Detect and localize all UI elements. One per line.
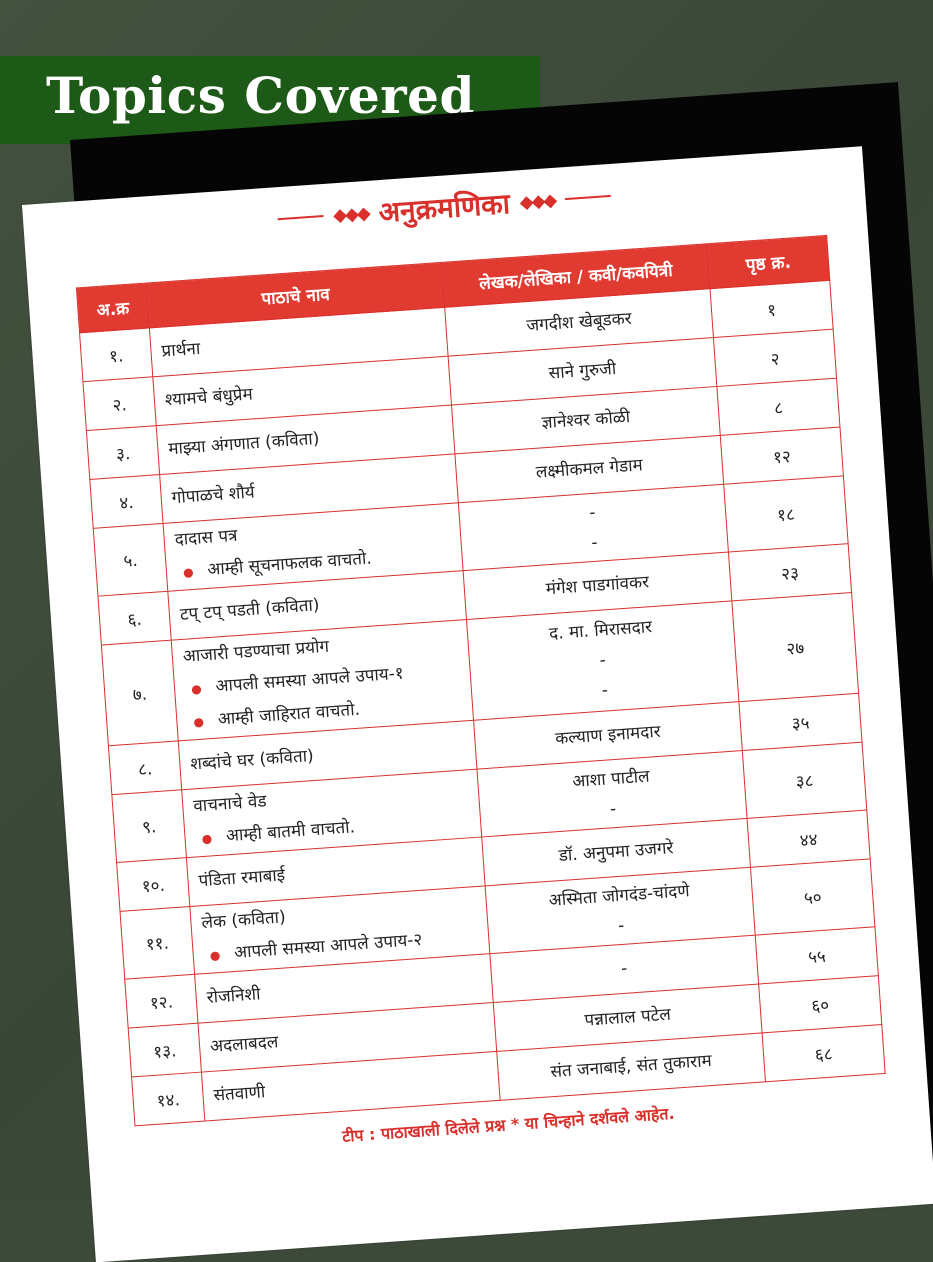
page-number: १२ bbox=[720, 427, 843, 484]
bullet-icon: ● bbox=[193, 714, 205, 730]
lesson-name: गोपाळचे शौर्य bbox=[171, 482, 256, 509]
row-number: ११. bbox=[120, 907, 195, 980]
author-name: डॉ. अनुपमा उजगरे bbox=[558, 838, 675, 867]
bullet-icon: ● bbox=[190, 681, 203, 697]
col-header-name: पाठाचे नाव bbox=[146, 262, 444, 328]
lesson-name: दादास पत्र bbox=[174, 525, 239, 551]
heading-rule-right bbox=[565, 195, 611, 200]
col-header-num: अ.क्र bbox=[76, 283, 149, 333]
author-name: पन्नालाल पटेल bbox=[583, 1004, 672, 1031]
lesson-name: अदलाबदल bbox=[209, 1032, 279, 1057]
row-number: १४. bbox=[132, 1072, 205, 1126]
row-number: ७. bbox=[101, 640, 178, 746]
lesson-name: श्यामचे बंधुप्रेम bbox=[164, 384, 254, 411]
row-number: ८. bbox=[108, 741, 181, 795]
contents-sheet bbox=[22, 146, 933, 1262]
row-number: ३. bbox=[86, 426, 159, 480]
author-name: लक्ष्मीकमल गेडाम bbox=[535, 455, 644, 483]
page-number: २७ bbox=[732, 593, 859, 702]
row-number: ६. bbox=[98, 591, 171, 645]
page-number: २३ bbox=[728, 544, 851, 601]
author-name: आशा पाटील bbox=[571, 766, 651, 792]
lesson-name: टप् टप् पडती (कविता) bbox=[179, 595, 321, 625]
sub-topic-label: आम्ही बातमी वाचतो. bbox=[225, 817, 356, 847]
author-name: - bbox=[609, 798, 617, 819]
lesson-name: संतवाणी bbox=[212, 1082, 266, 1106]
author-name: कल्याण इनामदार bbox=[554, 721, 662, 750]
lesson-name: प्रार्थना bbox=[160, 338, 201, 362]
lesson-name: शब्दांचे घर (कविता) bbox=[189, 746, 315, 775]
row-number: १०. bbox=[117, 858, 190, 912]
author-name: - bbox=[598, 650, 607, 671]
col-header-author: लेखक/लेखिका / कवी/कवयित्री bbox=[442, 244, 710, 307]
contents-table bbox=[76, 235, 886, 1126]
bullet-icon: ● bbox=[182, 564, 194, 580]
row-number: १. bbox=[80, 328, 153, 382]
page-number: २ bbox=[713, 329, 836, 386]
lesson-name: रोजनिशी bbox=[206, 984, 262, 1009]
row-number: १२. bbox=[125, 974, 198, 1028]
lesson-name: आजारी पडण्याचा प्रयोग bbox=[182, 636, 330, 667]
diamond-ornament-left: ◆◆◆ bbox=[332, 202, 370, 226]
author-name: - bbox=[617, 915, 625, 936]
author-name: जगदीश खेबूडकर bbox=[525, 308, 633, 337]
heading-rule-left bbox=[277, 215, 323, 220]
row-number: २. bbox=[83, 377, 156, 431]
lesson-name: पंडिता रमाबाई bbox=[197, 865, 286, 892]
diamond-ornament-right: ◆◆◆ bbox=[519, 189, 556, 213]
author-name: - bbox=[590, 532, 599, 553]
sub-topic-label: आपली समस्या आपले उपाय-२ bbox=[233, 929, 423, 963]
author-name: संत जनाबाई, संत तुकाराम bbox=[549, 1051, 713, 1083]
contents-heading: अनुक्रमणिका bbox=[377, 187, 511, 230]
sub-topic-label: आम्ही जाहिरात वाचतो. bbox=[217, 699, 361, 730]
author-name: मंगेश पाडगांवकर bbox=[545, 572, 650, 600]
bullet-icon: ● bbox=[201, 831, 213, 846]
author-cell bbox=[466, 601, 738, 720]
page-number: ४४ bbox=[747, 810, 870, 867]
table-body bbox=[80, 280, 886, 1126]
author-name: द. मा. मिरासदार bbox=[548, 617, 653, 645]
page-number: ३५ bbox=[739, 693, 862, 750]
page-number: १ bbox=[710, 280, 833, 337]
author-name: - bbox=[620, 958, 629, 980]
footnote: टीप : पाठाखाली दिलेले प्रश्न * या चिन्हाने दर्शवले आहेत. bbox=[341, 1103, 676, 1146]
lesson-name: लेक (कविता) bbox=[200, 907, 287, 934]
page-number: १८ bbox=[724, 476, 848, 552]
page-number: ५५ bbox=[755, 927, 878, 984]
author-name: साने गुरुजी bbox=[548, 358, 617, 384]
author-name: ज्ञानेश्वर कोळी bbox=[541, 407, 631, 434]
bullet-icon: ● bbox=[209, 948, 221, 963]
author-name: - bbox=[601, 680, 609, 701]
row-number: ९. bbox=[112, 790, 187, 863]
row-number: ४. bbox=[90, 475, 163, 529]
row-number: १३. bbox=[128, 1023, 201, 1077]
page-number: ६८ bbox=[762, 1025, 885, 1082]
lesson-name: माझ्या अंगणात (कविता) bbox=[167, 428, 321, 460]
lesson-name: वाचनाचे वेड bbox=[192, 791, 268, 817]
page-number: ५० bbox=[750, 859, 874, 935]
col-header-page: पृष्ठ क्र. bbox=[707, 235, 830, 288]
row-number: ५. bbox=[93, 523, 168, 596]
banner-title: Topics Covered bbox=[46, 66, 475, 125]
page-number: ८ bbox=[717, 378, 840, 435]
page-number: ६० bbox=[759, 976, 882, 1033]
author-name: - bbox=[588, 502, 597, 523]
sub-topic-label: आपली समस्या आपले उपाय-१ bbox=[214, 663, 405, 697]
page-number: ३८ bbox=[742, 742, 866, 818]
author-name: अस्मिता जोगदंड-चांदणे bbox=[548, 880, 691, 911]
sub-topic-label: आम्ही सूचनाफलक वाचतो. bbox=[206, 548, 373, 580]
